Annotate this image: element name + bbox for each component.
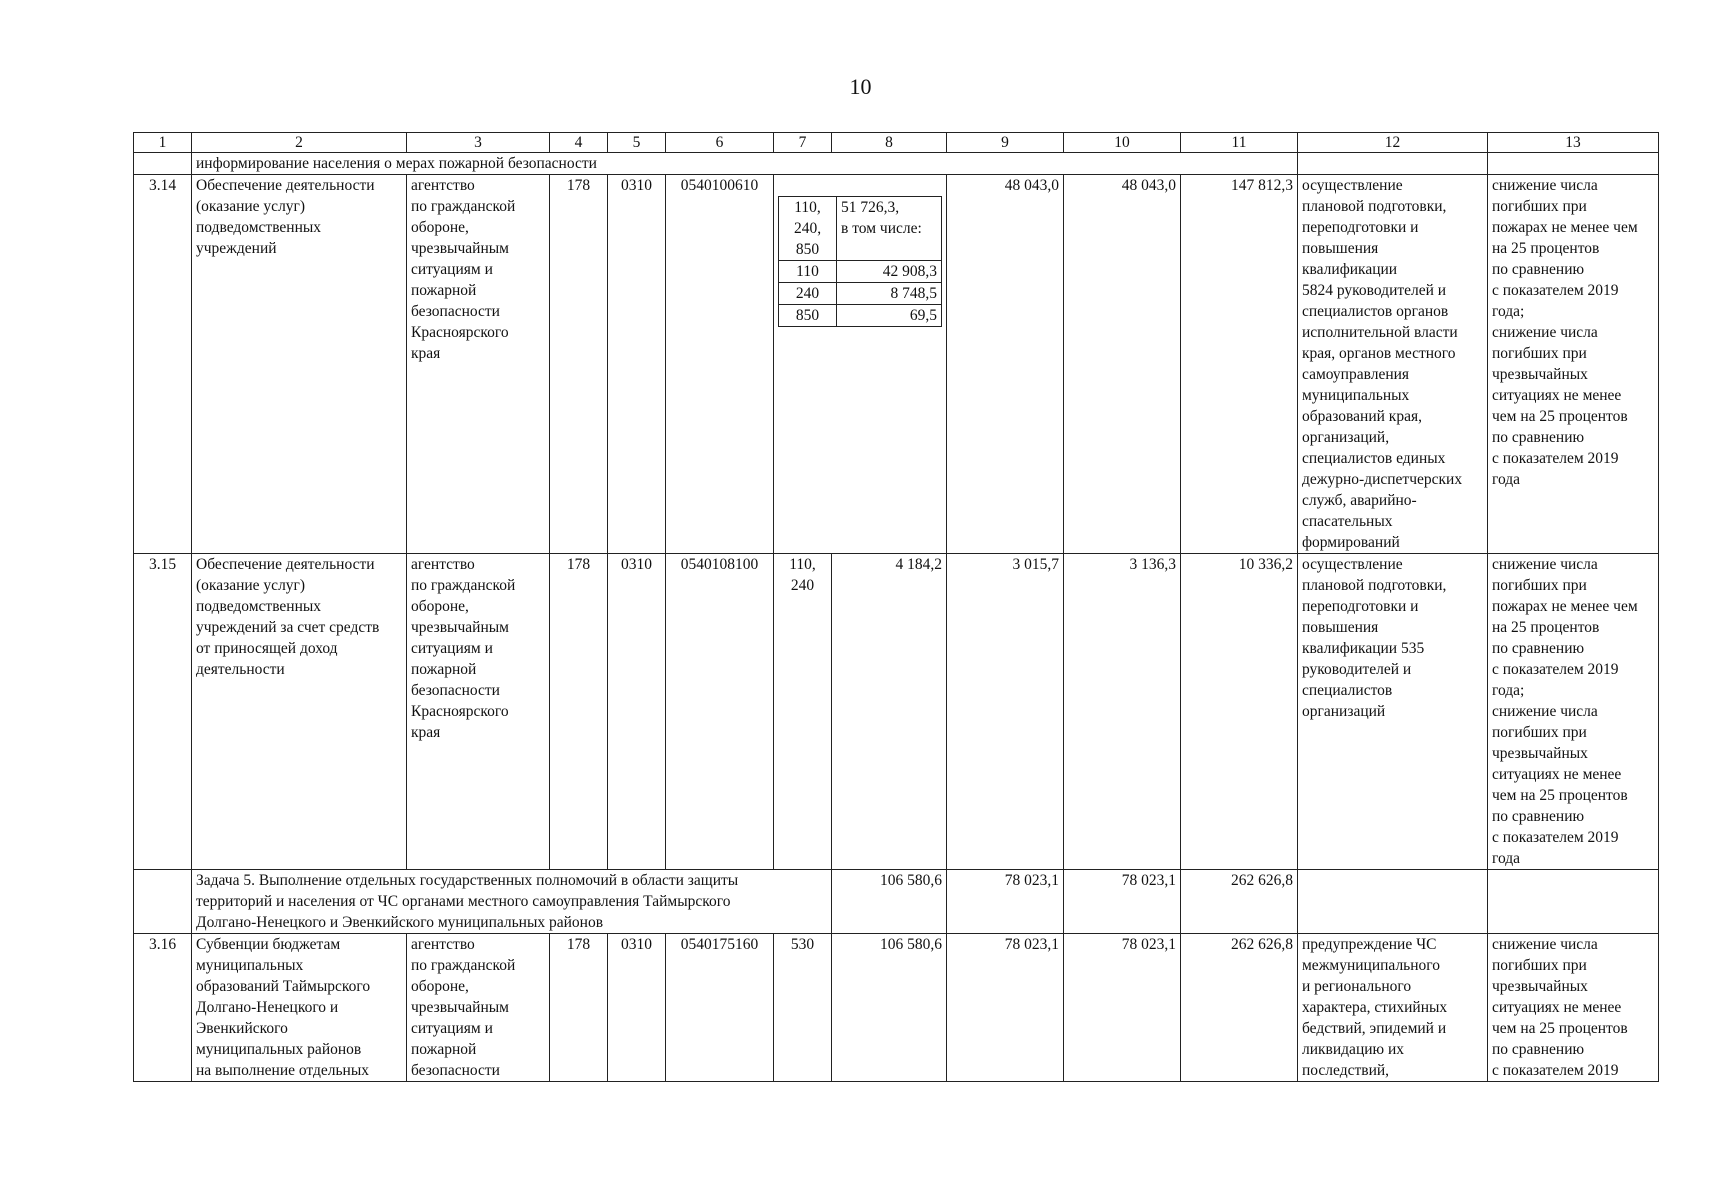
column-header: 3: [407, 133, 550, 153]
column-header: 5: [608, 133, 666, 153]
value-total: 147 812,3: [1181, 175, 1298, 554]
section-code: 0310: [608, 175, 666, 554]
activity-name: Обеспечение деятельности (оказание услуг) подведомственных учреждений за счет средств от приносящей доход деятельности: [192, 554, 407, 870]
expense-type-code: 110: [779, 261, 837, 283]
column-header: 1: [134, 133, 192, 153]
target-code: 0540100610: [666, 175, 774, 554]
value-total: 262 626,8: [1181, 934, 1298, 1082]
column-header: 6: [666, 133, 774, 153]
task-5-row: [134, 870, 1659, 934]
column-header: 11: [1181, 133, 1298, 153]
expected-result: осуществление плановой подготовки, переподготовки и повышения квалификации 5824 руководителей и специалистов органов исполнительной власти края, органов местного самоуправления муниципальных образований края, организаций, специалистов единых дежурно-диспетчерских служб, аварийно- спасательных формирований: [1298, 175, 1488, 554]
value-2022: 78 023,1: [1064, 934, 1181, 1082]
task-title: Задача 5. Выполнение отдельных государственных полномочий в области защиты территорий и населения от ЧС органами местного самоуправления Таймырского Долгано-Ненецкого и Эвенкийского муниципальных районов: [192, 870, 832, 934]
continuation-row: [134, 153, 1659, 175]
row-number: 3.14: [134, 175, 192, 554]
value-2021: 78 023,1: [947, 870, 1064, 934]
column-header: 12: [1298, 133, 1488, 153]
ministry-code: 178: [550, 554, 608, 870]
indicator-result: снижение числа погибших при пожарах не менее чем на 25 процентов по сравнению с показателем 2019 года; снижение числа погибших при чрезвычайных ситуациях не менее чем на 25 процентов по сравнению с показателем 2019 года: [1488, 175, 1659, 554]
ministry-code: 178: [550, 175, 608, 554]
continuation-text: информирование населения о мерах пожарной безопасности: [192, 153, 1298, 175]
value-2020: 106 580,6: [832, 870, 947, 934]
empty-cell: [134, 153, 192, 175]
empty-cell: [1298, 870, 1488, 934]
value-total: 262 626,8: [1181, 870, 1298, 934]
indicator-result: снижение числа погибших при чрезвычайных ситуациях не менее чем на 25 процентов по сравнению с показателем 2019: [1488, 934, 1659, 1082]
expense-type-codes: 110, 240, 850: [779, 197, 837, 261]
column-header: 4: [550, 133, 608, 153]
table-row-3-15: [134, 554, 1659, 870]
value-total: 10 336,2: [1181, 554, 1298, 870]
target-code: 0540108100: [666, 554, 774, 870]
total-value: 51 726,3, в том числе:: [837, 197, 942, 261]
value-2022: 3 136,3: [1064, 554, 1181, 870]
activity-name: Обеспечение деятельности (оказание услуг) подведомственных учреждений: [192, 175, 407, 554]
value-2020: 4 184,2: [832, 554, 947, 870]
section-code: 0310: [608, 934, 666, 1082]
expense-value: 42 908,3: [837, 261, 942, 283]
expected-result: осуществление плановой подготовки, переподготовки и повышения квалификации 535 руководителей и специалистов организаций: [1298, 554, 1488, 870]
value-2021: 78 023,1: [947, 934, 1064, 1082]
column-header: 10: [1064, 133, 1181, 153]
expense-type-code: 850: [779, 305, 837, 327]
page-number: 10: [849, 74, 872, 99]
expense-value: 8 748,5: [837, 283, 942, 305]
empty-cell: [134, 870, 192, 934]
empty-cell: [1298, 153, 1488, 175]
table-row-3-14: [134, 175, 1659, 554]
expense-breakdown: [774, 175, 947, 554]
row-number: 3.16: [134, 934, 192, 1082]
activity-name: Субвенции бюджетам муниципальных образований Таймырского Долгано-Ненецкого и Эвенкийского муниципальных районов на выполнение отдельных: [192, 934, 407, 1082]
agency-name: агентство по гражданской обороне, чрезвычайным ситуациям и пожарной безопасности Красноярского края: [407, 554, 550, 870]
program-table: [133, 132, 1659, 1082]
indicator-result: снижение числа погибших при пожарах не менее чем на 25 процентов по сравнению с показателем 2019 года; снижение числа погибших при чрезвычайных ситуациях не менее чем на 25 процентов по сравнению с показателем 2019 года: [1488, 554, 1659, 870]
column-header: 13: [1488, 133, 1659, 153]
value-2021: 48 043,0: [947, 175, 1064, 554]
column-header: 7: [774, 133, 832, 153]
expense-value: 69,5: [837, 305, 942, 327]
expense-type-codes: 530: [774, 934, 832, 1082]
row-number: 3.15: [134, 554, 192, 870]
column-header: 9: [947, 133, 1064, 153]
agency-name: агентство по гражданской обороне, чрезвычайным ситуациям и пожарной безопасности: [407, 934, 550, 1082]
section-code: 0310: [608, 554, 666, 870]
value-2022: 78 023,1: [1064, 870, 1181, 934]
empty-cell: [1488, 870, 1659, 934]
value-2021: 3 015,7: [947, 554, 1064, 870]
column-header: 2: [192, 133, 407, 153]
agency-name: агентство по гражданской обороне, чрезвычайным ситуациям и пожарной безопасности Красноярского края: [407, 175, 550, 554]
table-row-3-16: [134, 934, 1659, 1082]
ministry-code: 178: [550, 934, 608, 1082]
expense-type-codes: 110, 240: [774, 554, 832, 870]
expense-type-code: 240: [779, 283, 837, 305]
target-code: 0540175160: [666, 934, 774, 1082]
value-2022: 48 043,0: [1064, 175, 1181, 554]
column-number-row: [134, 133, 1659, 153]
value-2020: 106 580,6: [832, 934, 947, 1082]
column-header: 8: [832, 133, 947, 153]
empty-cell: [1488, 153, 1659, 175]
expected-result: предупреждение ЧС межмуниципального и регионального характера, стихийных бедствий, эпидемий и ликвидацию их последствий,: [1298, 934, 1488, 1082]
